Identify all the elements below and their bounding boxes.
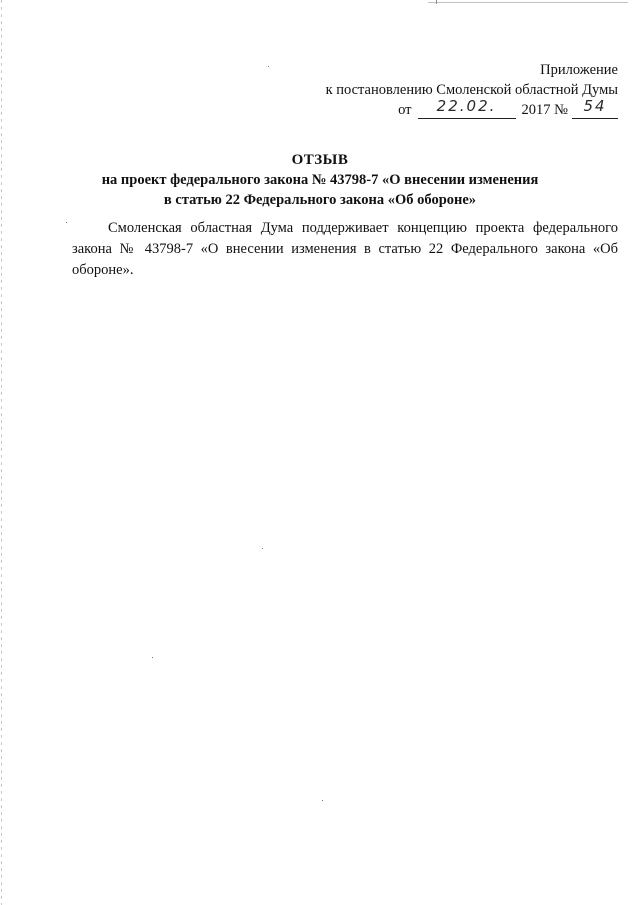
title-line-3: в статью 22 Федерального закона «Об обороне» xyxy=(163,192,477,208)
title-main: ОТЗЫВ xyxy=(291,152,349,168)
scan-top-edge xyxy=(428,2,628,3)
appendix-date-line xyxy=(218,97,618,120)
number-blank xyxy=(572,97,618,119)
appendix-header xyxy=(218,60,618,120)
body-paragraph xyxy=(72,218,618,281)
scan-speck xyxy=(152,657,153,658)
year: 2017 xyxy=(521,102,551,118)
scan-speck xyxy=(322,800,323,801)
title-line-2: на проект федерального закона № 43798-7 «О внесении изменения xyxy=(101,172,539,188)
date-blank xyxy=(418,97,516,119)
number-sign: № xyxy=(554,102,568,118)
scan-speck xyxy=(262,548,263,549)
date-prefix: от xyxy=(398,102,412,118)
body-paragraph-text: Смоленская областная Дума поддерживает концепцию проекта федерального закона № 43798-7 «О внесении изменения в статью 22 Федерального закона «Об обороне». xyxy=(72,220,618,278)
scan-speck xyxy=(268,66,269,67)
appendix-resolution-line: к постановлению Смоленской областной Думы xyxy=(325,82,618,98)
appendix-title: Приложение xyxy=(540,62,618,78)
document-title xyxy=(60,150,580,210)
handwritten-number: 54 xyxy=(583,97,607,115)
scan-speck xyxy=(66,222,67,223)
handwritten-date: 22.02. xyxy=(436,97,497,115)
scan-top-tick xyxy=(436,0,437,4)
scan-left-edge xyxy=(1,0,2,905)
